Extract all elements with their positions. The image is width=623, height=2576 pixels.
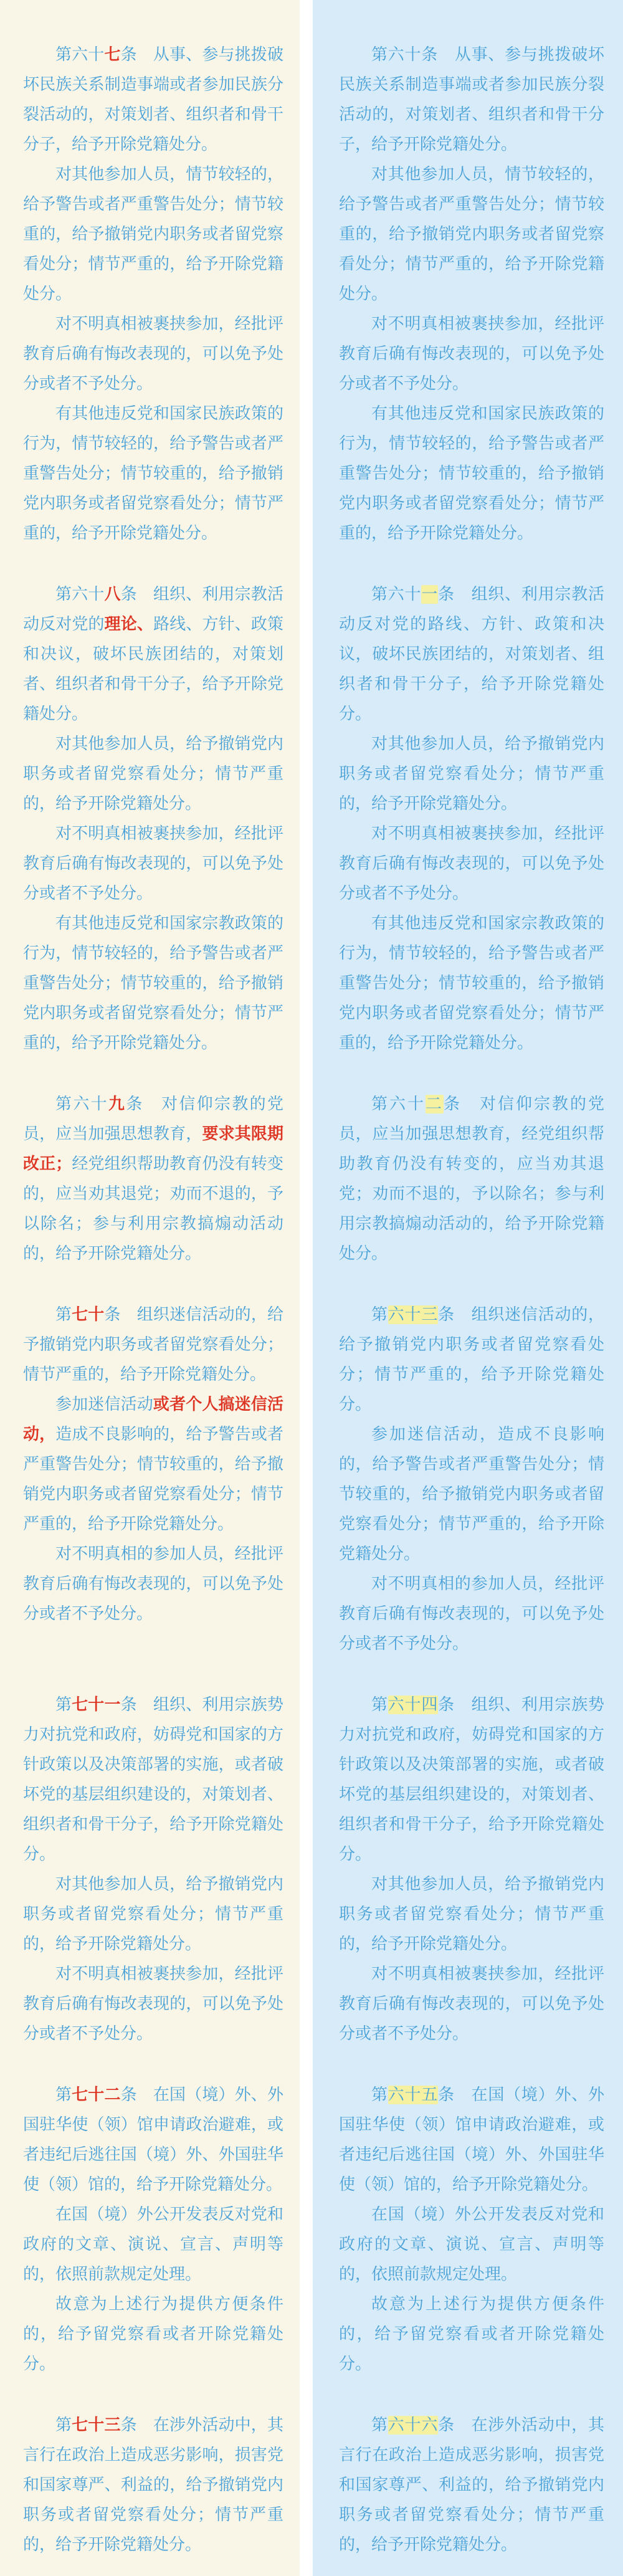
article-paragraph: [23, 160, 283, 309]
revised-version-cell: [0, 2379, 300, 2576]
text-run: 第: [55, 2416, 72, 2435]
text-run: 条 对信仰宗教的党员，应当加强思想教育，: [23, 1095, 283, 1143]
article-row: [0, 2049, 623, 2379]
text-run: 故意为上述行为提供方便条件的，给予留党察看或者开除党籍处分。: [339, 2295, 604, 2373]
original-changed-text-highlight: 六十四: [388, 1696, 439, 1714]
article-paragraph: [23, 40, 283, 160]
article-paragraph: [339, 1569, 604, 1659]
text-run: 第六十: [371, 1095, 426, 1114]
revision-changed-text: 七十二: [72, 2086, 121, 2104]
article-paragraph: [23, 1390, 283, 1539]
original-version-cell: [313, 1659, 623, 2049]
text-run: 条 组织、利用宗教活动反对党的: [23, 585, 283, 634]
article-paragraph: [23, 2289, 283, 2379]
text-run: 条 组织迷信活动的，给予撤销党内职务或者留党察看处分；情节严重的，给予开除党籍处分。: [23, 1305, 283, 1384]
original-changed-text-highlight: 二: [426, 1095, 444, 1114]
text-run: 对不明真相被裹挟参加，经批评教育后确有悔改表现的，可以免予处分或者不予处分。: [339, 315, 604, 393]
text-run: 条 组织、利用宗教活动反对党的路线、方针、政策和决议，破坏民族团结的，对策划者、组织者和骨干分子，给予开除党籍处分。: [339, 585, 604, 723]
text-run: 第: [55, 2086, 72, 2104]
original-changed-text-highlight: 六十六: [388, 2416, 439, 2435]
text-run: 在国（境）外公开发表反对党和政府的文章、演说、宣言、声明等的，依照前款规定处理。: [23, 2205, 283, 2284]
article-paragraph: [339, 729, 604, 819]
article-paragraph: [339, 909, 604, 1058]
article-paragraph: [23, 1300, 283, 1390]
text-run: 在国（境）外公开发表反对党和政府的文章、演说、宣言、声明等的，依照前款规定处理。: [339, 2205, 604, 2284]
revision-changed-text: 七十三: [72, 2416, 121, 2435]
article-paragraph: [339, 1690, 604, 1869]
text-run: 条 组织迷信活动的，给予撤销党内职务或者留党察看处分；情节严重的，给予开除党籍处分。: [339, 1305, 604, 1414]
article-row: [0, 548, 623, 1058]
revision-changed-text: 七: [104, 45, 121, 64]
text-run: 经党组织帮助教育仍没有转变的，应当劝其退党；劝而不退的，予以除名；参与利用宗教搞煽动活动的，给予开除党籍处分。: [23, 1155, 283, 1263]
article-paragraph: [339, 160, 604, 309]
text-run: 有其他违反党和国家民族政策的行为，情节较轻的，给予警告或者严重警告处分；情节较重的，给予撤销党内职务或者留党察看处分；情节严重的，给予开除党籍处分。: [23, 404, 283, 543]
revision-changed-text: 理论、: [104, 615, 154, 634]
article-paragraph: [339, 309, 604, 399]
original-version-cell: [313, 1058, 623, 1269]
article-row: [0, 1269, 623, 1659]
text-run: 有其他违反党和国家宗教政策的行为，情节较轻的，给予警告或者严重警告处分；情节较重的，给予撤销党内职务或者留党察看处分；情节严重的，给予开除党籍处分。: [23, 914, 283, 1052]
article-paragraph: [339, 399, 604, 548]
revised-version-cell: [0, 0, 300, 548]
original-version-cell: [313, 1269, 623, 1659]
article-paragraph: [23, 580, 283, 729]
revision-changed-text: 要求其限期改正；: [23, 1125, 283, 1173]
text-run: 第六十条 从事、参与挑拨破坏民族关系制造事端或者参加民族分裂活动的，对策划者、组织者和骨干分子，给予开除党籍处分。: [339, 45, 604, 154]
text-run: 条 组织、利用宗族势力对抗党和政府，妨碍党和国家的方针政策以及决策部署的实施，或者破坏党的基层组织建设的，对策划者、组织者和骨干分子，给予开除党籍处分。: [23, 1696, 283, 1864]
revision-changed-text: 或者个人搞迷信活动，: [23, 1395, 283, 1444]
text-run: 对其他参加人员，情节较轻的，给予警告或者严重警告处分；情节较重的，给予撤销党内职务或者留党察看处分；情节严重的，给予开除党籍处分。: [23, 165, 283, 303]
text-run: 路线、方针、政策和决议，破坏民族团结的，对策划者、组织者和骨干分子，给予开除党籍处分。: [23, 615, 283, 723]
article-paragraph: [339, 1869, 604, 1959]
text-run: 条 在涉外活动中，其言行在政治上造成恶劣影响，损害党和国家尊严、利益的，给予撤销党内职务或者留党察看处分；情节严重的，给予开除党籍处分。: [339, 2416, 604, 2554]
text-run: 对其他参加人员，给予撤销党内职务或者留党察看处分；情节严重的，给予开除党籍处分。: [339, 1875, 604, 1953]
text-run: 第六十: [55, 585, 105, 604]
text-run: 有其他违反党和国家宗教政策的行为，情节较轻的，给予警告或者严重警告处分；情节较重的，给予撤销党内职务或者留党察看处分；情节严重的，给予开除党籍处分。: [339, 914, 604, 1052]
text-run: 第: [371, 2416, 388, 2435]
article-paragraph: [23, 1959, 283, 2049]
original-version-cell: [313, 0, 623, 548]
revision-changed-text: 七十一: [72, 1696, 121, 1714]
text-run: 第六十: [371, 585, 422, 604]
text-run: 第: [371, 1696, 388, 1714]
article-paragraph: [23, 1690, 283, 1869]
article-paragraph: [23, 2410, 283, 2560]
revision-changed-text: 九: [108, 1095, 126, 1114]
article-row: [0, 1659, 623, 2049]
original-changed-text-highlight: 六十五: [388, 2086, 439, 2104]
text-run: 第: [371, 2086, 388, 2104]
article-paragraph: [23, 2080, 283, 2200]
text-run: 参加迷信活动: [55, 1395, 153, 1414]
article-paragraph: [339, 2200, 604, 2289]
article-paragraph: [23, 1869, 283, 1959]
revised-version-cell: [0, 548, 300, 1058]
text-run: 第: [55, 1305, 72, 1324]
text-run: 对不明真相的参加人员，经批评教育后确有悔改表现的，可以免予处分或者不予处分。: [339, 1575, 604, 1653]
text-run: 条 从事、参与挑拨破坏民族关系制造事端或者参加民族分裂活动的，对策划者、组织者和骨干分子，给予开除党籍处分。: [23, 45, 283, 154]
text-run: 条 对信仰宗教的党员，应当加强思想教育，经党组织帮助教育仍没有转变的，应当劝其退党；劝而不退的，予以除名；参与利用宗教搞煽动活动的，给予开除党籍处分。: [339, 1095, 604, 1263]
original-changed-text-highlight: 六十三: [388, 1305, 439, 1324]
text-run: 对不明真相被裹挟参加，经批评教育后确有悔改表现的，可以免予处分或者不予处分。: [23, 1965, 283, 2043]
text-run: 对其他参加人员，给予撤销党内职务或者留党察看处分；情节严重的，给予开除党籍处分。: [339, 735, 604, 813]
article-row: [0, 2379, 623, 2576]
article-paragraph: [23, 2200, 283, 2289]
text-run: 第六十: [55, 1095, 108, 1114]
text-run: 条 在国（境）外、外国驻华使（领）馆申请政治避难，或者违纪后逃往国（境）外、外国驻华使（领）馆的，给予开除党籍处分。: [23, 2086, 283, 2194]
article-paragraph: [23, 819, 283, 909]
original-version-cell: [313, 2049, 623, 2379]
text-run: 对其他参加人员，给予撤销党内职务或者留党察看处分；情节严重的，给予开除党籍处分。: [23, 735, 283, 813]
article-paragraph: [339, 1089, 604, 1269]
original-changed-text-highlight: 一: [421, 585, 439, 604]
text-run: 第六十: [55, 45, 105, 64]
text-run: 对其他参加人员，给予撤销党内职务或者留党察看处分；情节严重的，给予开除党籍处分。: [23, 1875, 283, 1953]
text-run: 条 组织、利用宗族势力对抗党和政府，妨碍党和国家的方针政策以及决策部署的实施，或者破坏党的基层组织建设的，对策划者、组织者和骨干分子，给予开除党籍处分。: [339, 1696, 604, 1864]
revised-version-cell: [0, 2049, 300, 2379]
revision-changed-text: 七十: [72, 1305, 105, 1324]
text-run: 故意为上述行为提供方便条件的，给予留党察看或者开除党籍处分。: [23, 2295, 283, 2373]
article-row: [0, 1058, 623, 1269]
article-paragraph: [23, 909, 283, 1058]
text-run: 有其他违反党和国家民族政策的行为，情节较轻的，给予警告或者严重警告处分；情节较重的，给予撤销党内职务或者留党察看处分；情节严重的，给予开除党籍处分。: [339, 404, 604, 543]
article-paragraph: [339, 819, 604, 909]
article-paragraph: [339, 2289, 604, 2379]
article-paragraph: [23, 729, 283, 819]
text-run: 对不明真相被裹挟参加，经批评教育后确有悔改表现的，可以免予处分或者不予处分。: [339, 824, 604, 903]
article-paragraph: [23, 399, 283, 548]
text-run: 对不明真相被裹挟参加，经批评教育后确有悔改表现的，可以免予处分或者不予处分。: [339, 1965, 604, 2043]
article-paragraph: [339, 40, 604, 160]
original-version-cell: [313, 2379, 623, 2576]
revision-changed-text: 八: [104, 585, 121, 604]
article-paragraph: [339, 2410, 604, 2560]
text-run: 条 在涉外活动中，其言行在政治上造成恶劣影响，损害党和国家尊严、利益的，给予撤销党内职务或者留党察看处分；情节严重的，给予开除党籍处分。: [23, 2416, 283, 2554]
text-run: 第: [371, 1305, 388, 1324]
article-paragraph: [339, 1959, 604, 2049]
article-paragraph: [339, 1300, 604, 1419]
revised-version-cell: [0, 1058, 300, 1269]
original-version-cell: [313, 548, 623, 1058]
article-paragraph: [339, 580, 604, 729]
text-run: 对不明真相被裹挟参加，经批评教育后确有悔改表现的，可以免予处分或者不予处分。: [23, 824, 283, 903]
article-row: [0, 0, 623, 548]
text-run: 对不明真相被裹挟参加，经批评教育后确有悔改表现的，可以免予处分或者不予处分。: [23, 315, 283, 393]
revised-version-cell: [0, 1269, 300, 1659]
article-paragraph: [339, 1419, 604, 1569]
article-paragraph: [23, 309, 283, 399]
article-paragraph: [23, 1089, 283, 1269]
text-run: 第: [55, 1696, 72, 1714]
article-paragraph: [23, 1539, 283, 1629]
text-run: 条 在国（境）外、外国驻华使（领）馆申请政治避难，或者违纪后逃往国（境）外、外国驻华使（领）馆的，给予开除党籍处分。: [339, 2086, 604, 2194]
text-run: 对其他参加人员，情节较轻的，给予警告或者严重警告处分；情节较重的，给予撤销党内职务或者留党察看处分；情节严重的，给予开除党籍处分。: [339, 165, 604, 303]
text-run: 对不明真相的参加人员，经批评教育后确有悔改表现的，可以免予处分或者不予处分。: [23, 1545, 283, 1623]
revised-version-cell: [0, 1659, 300, 2049]
article-paragraph: [339, 2080, 604, 2200]
text-run: 造成不良影响的，给予警告或者严重警告处分；情节较重的，给予撤销党内职务或者留党察看处分；情节严重的，给予开除党籍处分。: [23, 1425, 283, 1534]
text-run: 参加迷信活动，造成不良影响的，给予警告或者严重警告处分；情节较重的，给予撤销党内职务或者留党察看处分；情节严重的，给予开除党籍处分。: [339, 1425, 604, 1563]
